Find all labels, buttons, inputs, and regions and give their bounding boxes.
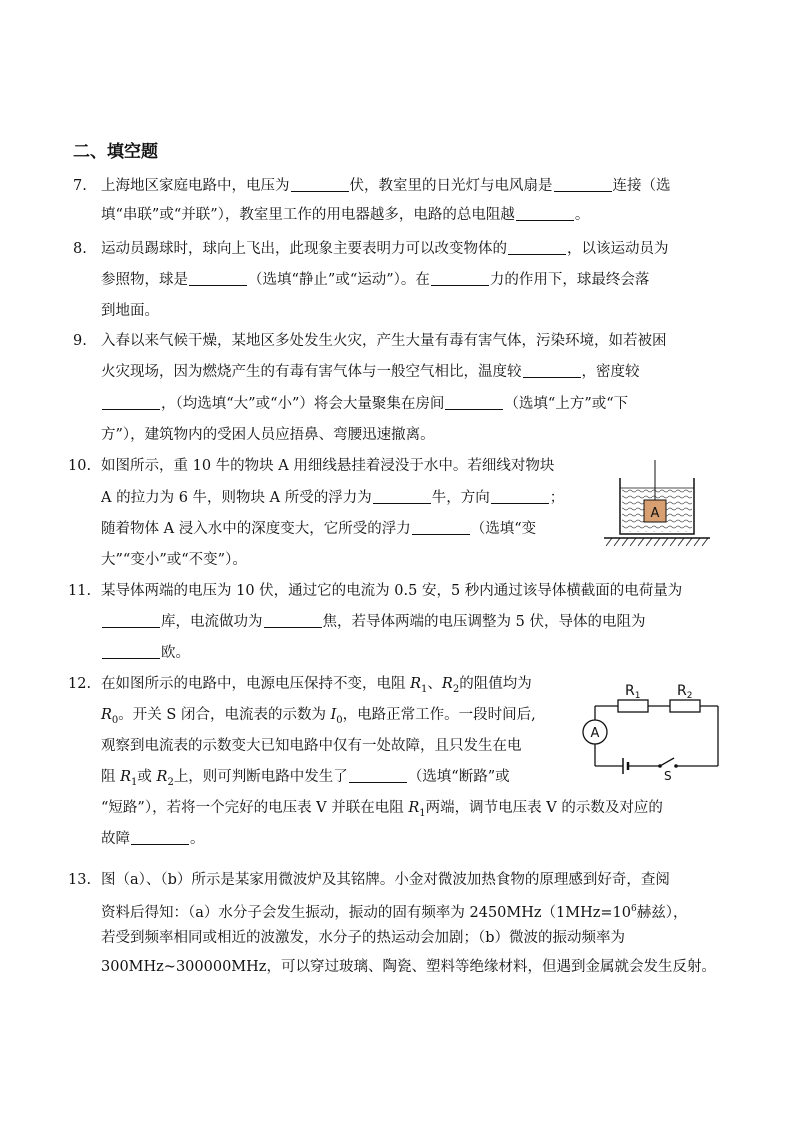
q11-line-3: 欧。 — [101, 643, 190, 663]
q10-line-2: A 的拉力为 6 牛，则物块 A 所受的浮力为 牛，方向 ； — [101, 490, 565, 506]
question-number: 9. — [73, 333, 87, 349]
q12-line-3: 观察到电流表的示数变大已知电路中仅有一处故障，且只发生在电 — [101, 738, 522, 754]
answer-blank[interactable] — [102, 395, 160, 410]
answer-blank[interactable] — [102, 613, 160, 628]
answer-blank[interactable] — [102, 644, 160, 659]
r2-label: $R_2$ — [677, 683, 693, 701]
answer-blank[interactable] — [445, 395, 503, 410]
q9-line-1: 入春以来气候干燥，某地区多处发生火灾，产生大量有毒有害气体，污染环境，如若被困 — [101, 333, 667, 349]
answer-blank[interactable] — [291, 177, 349, 192]
q12-line-1: 在如图所示的电路中，电源电压保持不变，电阻 $R_1$、$R_2$的阻值均为 — [101, 676, 532, 695]
ammeter-label: A — [590, 726, 600, 741]
answer-blank[interactable] — [349, 768, 407, 783]
answer-blank[interactable] — [189, 271, 247, 286]
r1-label: $R_1$ — [625, 683, 641, 701]
q8-line-1: 运动员踢球时，球向上飞出，此现象主要表明力可以改变物体的 ，以该运动员为 — [101, 241, 669, 257]
answer-blank[interactable] — [523, 363, 581, 378]
q13-line-4: 300MHz~300000MHz，可以穿过玻璃、陶瓷、塑料等绝缘材料，但遇到金属就会发生反射。 — [101, 959, 716, 975]
answer-blank[interactable] — [264, 613, 322, 628]
q11-line-1: 某导体两端的电压为 10 伏，通过它的电流为 0.5 安，5 秒内通过该导体横截面的电荷量为 — [101, 583, 683, 599]
answer-blank[interactable] — [491, 489, 549, 504]
answer-blank[interactable] — [554, 177, 612, 192]
answer-blank[interactable] — [431, 271, 489, 286]
q7-line-1: 上海地区家庭电路中，电压为 伏，教室里的日光灯与电风扇是 连接（选 — [101, 178, 671, 194]
q12-line-6: 故障 。 — [101, 831, 205, 847]
question-number: 13. — [68, 872, 92, 888]
q9-line-3: ，（均选填“大”或“小”）将会大量聚集在房间 （选填“上方”或“下 — [101, 394, 628, 414]
beaker-figure — [604, 458, 714, 548]
answer-blank[interactable] — [412, 520, 470, 535]
answer-blank[interactable] — [508, 240, 566, 255]
question-number: 10. — [68, 458, 92, 474]
q10-line-1: 如图所示，重 10 牛的物块 A 用细线悬挂着浸没于水中。若细线对物块 — [101, 458, 555, 474]
answer-blank[interactable] — [373, 489, 431, 504]
q13-line-3: 若受到频率相同或相近的波激发，水分子的热运动会加剧；（b）微波的振动频率为 — [101, 930, 626, 946]
q10-line-4: 大”“变小”或“不变”）。 — [101, 552, 247, 568]
question-number: 11. — [68, 583, 92, 599]
q13-line-1: 图（a）、（b）所示是某家用微波炉及其铭牌。小金对微波加热食物的原理感到好奇，查阅 — [101, 872, 670, 888]
q11-line-2: 库，电流做功为 焦，若导体两端的电压调整为 5 伏，导体的电阻为 — [101, 612, 645, 632]
circuit-figure — [580, 680, 720, 780]
question-number: 12. — [68, 676, 92, 692]
q12-line-4: 阻 $R_1$或 $R_2$上，则可判断电路中发生了 （选填“断路”或 — [101, 769, 510, 788]
question-number: 7. — [73, 178, 87, 194]
q8-line-2: 参照物，球是 （选填“静止”或“运动”）。在 力的作用下，球最终会落 — [101, 272, 650, 288]
answer-blank[interactable] — [131, 830, 189, 845]
q10-line-3: 随着物体 A 浸入水中的深度变大，它所受的浮力 （选填“变 — [101, 521, 537, 537]
q12-line-5: “短路”），若将一个完好的电压表 V 并联在电阻 $R_1$两端，调节电压表 V 的示数及对应的 — [101, 800, 663, 819]
question-number: 8. — [73, 241, 87, 257]
q13-line-2: 资料后得知：（a）水分子会发生振动，振动的固有频率为 $2450MHz(1MHz=10^6$赫兹）， — [101, 904, 688, 921]
switch-label: S — [664, 769, 672, 780]
q12-line-2: $R_0$。开关 S 闭合，电流表的示数为 $I_0$，电路正常工作。一段时间后, — [101, 707, 536, 726]
q9-line-2: 火灾现场，因为燃烧产生的有毒有害气体与一般空气相比，温度较 ，密度较 — [101, 364, 640, 380]
q7-line-2: 填“串联”或“并联”），教室里工作的用电器越多，电路的总电阻越 。 — [101, 207, 590, 223]
q8-line-3: 到地面。 — [101, 303, 159, 319]
q9-line-4: 方”），建筑物内的受困人员应捂鼻、弯腰迅速撤离。 — [101, 427, 435, 443]
section-title: 二、填空题 — [73, 142, 158, 162]
block-label: A — [650, 506, 660, 521]
answer-blank[interactable] — [516, 206, 574, 221]
